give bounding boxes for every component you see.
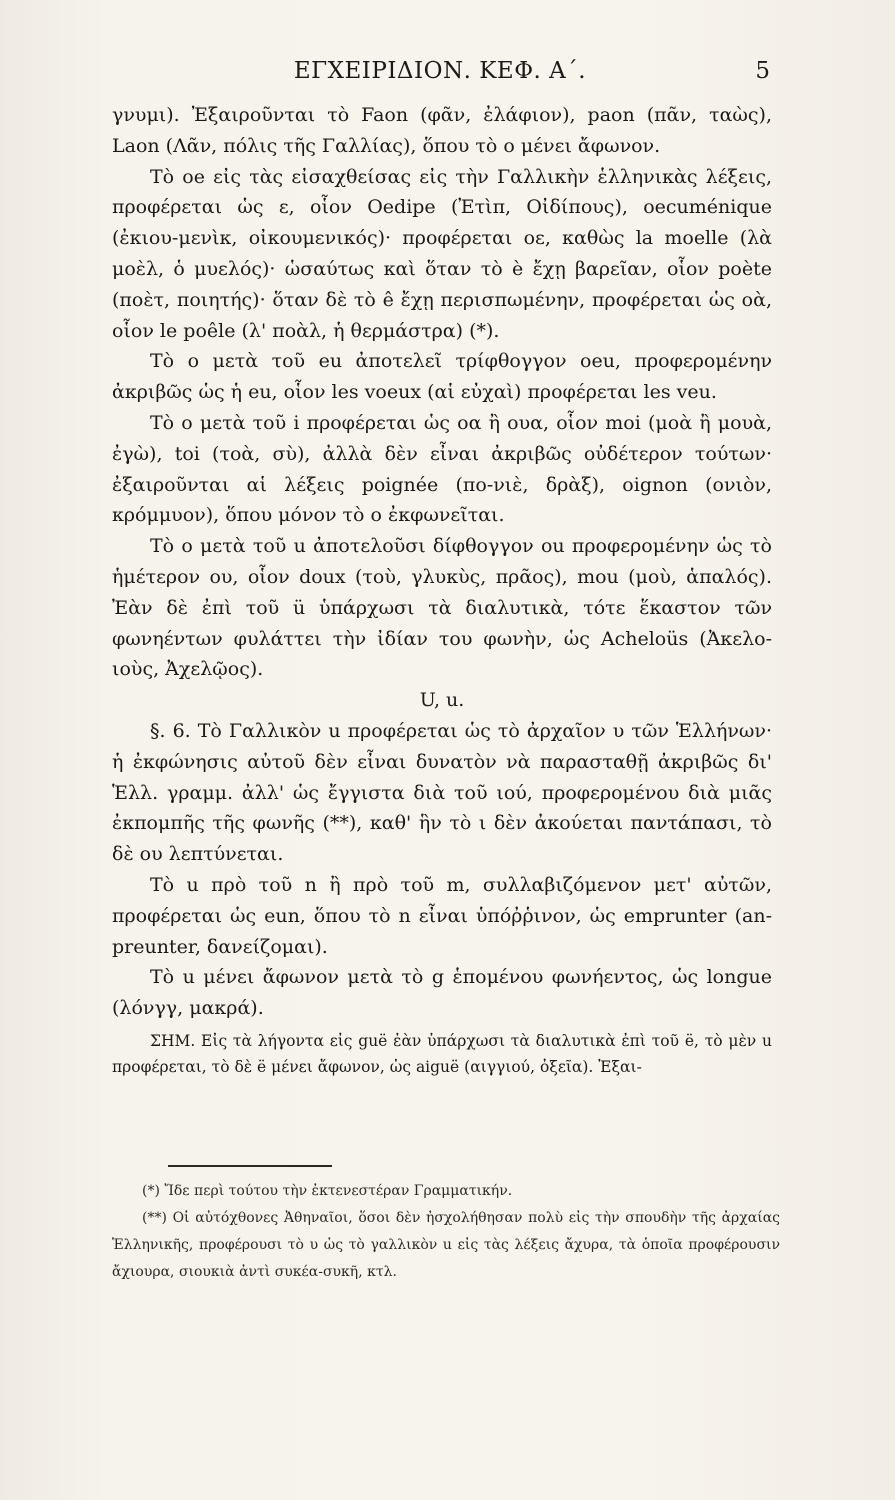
paragraph-u-before-n: Τὸ u πρὸ τοῦ n ἢ πρὸ τοῦ m, συλλαβιζόμενον μετ' αὐτῶν, προφέρεται ὡς eun, ὅπου τὸ n εἶναι ὑπόῤῥινον, ὡς emprunter (an-preunter, δανείζομαι). [112,873,772,958]
page-header [110,58,770,92]
paragraph-note: ΣΗΜ. Εἰς τὰ λήγοντα εἰς guë ἐὰν ὑπάρχωσι τὰ διαλυτικὰ ἐπὶ τοῦ ë, τὸ μὲν u προφέρεται, τὸ δὲ ë μένει ἄφωνον, ὡς aiguë (αιγγιού, ὀξεῖα). Ἐξαι- [112,1031,772,1076]
footnote-2: (**) Οἱ αὐτόχθονες Ἀθηναῖοι, ὅσοι δὲν ἠσχολήθησαν πολὺ εἰς τὴν σπουδὴν τῆς ἀρχαίας Ἑλληνικῆς, προφέρουσι τὸ υ ὡς τὸ γαλλικὸν u εἰς τὰς λέξεις ἄχυρα, τὰ ὁποῖα προφέρουσιν ἄχιουρα, σιουκιὰ ἀντὶ συκέα-συκῆ, κτλ. [112,1210,780,1280]
footnote-rule [168,1165,332,1167]
paragraph-oeu: Τὸ o μετὰ τοῦ eu ἀποτελεῖ τρίφθογγον oeu, προφερομένην ἀκριβῶς ὡς ἡ eu, οἷον les voeux (αἱ εὐχαὶ) προφέρεται les veu. [112,350,772,404]
main-text [112,100,772,1080]
running-title: ΕΓΧΕΙΡΙΔΙΟΝ. ΚΕΦ. Α΄. [293,58,587,84]
paragraph-u-after-g: Τὸ u μένει ἄφωνον μετὰ τὸ g ἑπομένου φωνήεντος, ὡς longue (λόνγγ, μακρά). [112,966,772,1020]
section-heading-u: U, u. [419,689,465,712]
paragraph-ou: Τὸ o μετὰ τοῦ u ἀποτελοῦσι δίφθογγον ou προφερομένην ὡς τὸ ἡμέτερον ου, οἷον doux (τοὺ, γλυκὺς, πρᾶος), mou (μοὺ, ἁπαλός). Ἐὰν δὲ ἐπὶ τοῦ ü ὑπάρχωσι τὰ διαλυτικὰ, τότε ἕκαστον τῶν φωνηέντων φυλάττει τὴν ἰδίαν του φωνὴν, ὡς Acheloüs (Ἀκελο-ιοὺς, Ἀχελῷος). [112,535,772,681]
paragraph-oi: Τὸ o μετὰ τοῦ i προφέρεται ὡς οα ἢ ουα, οἷον moi (μοὰ ἢ μουὰ, ἐγὼ), toi (τοὰ, σὺ), ἀλλὰ δὲν εἶναι ἀκριβῶς οὐδέτερον τούτων· ἐξαιροῦνται αἱ λέξεις poignée (πο-νιὲ, δρὰξ), oignon (ονιὸν, κρόμμυον), ὅπου μόνον τὸ o ἐκφωνεῖται. [112,411,772,527]
paragraph-oe: Τὸ oe εἰς τὰς εἰσαχθείσας εἰς τὴν Γαλλικὴν ἑλληνικὰς λέξεις, προφέρεται ὡς ε, οἷον Oedipe (Ἐτὶπ, Οἰδίπους), oecuménique (ἐκιου-μενὶκ, οἰκουμενικός)· προφέρεται οε, καθὼς la moelle (λὰ μοὲλ, ὁ μυελός)· ὡσαύτως καὶ ὅταν τὸ è ἔχῃ βαρεῖαν, οἷον poète (ποὲτ, ποιητής)· ὅταν δὲ τὸ ê ἔχῃ περισπωμένην, προφέρεται ὡς οὰ, οἷον le poêle (λ' ποὰλ, ἡ θερμάστρα) (*). [112,165,772,342]
paragraph-section-6: §. 6. Τὸ Γαλλικὸν u προφέρεται ὡς τὸ ἀρχαῖον υ τῶν Ἑλλήνων· ἡ ἐκφώνησις αὐτοῦ δὲν εἶναι δυνατὸν νὰ παρασταθῇ ἀκριβῶς δι' Ἑλλ. γραμμ. ἀλλ' ὡς ἔγγιστα διὰ τοῦ ιού, προφερομένου διὰ μιᾶς ἐκπομπῆς τῆς φωνῆς (**), καθ' ἣν τὸ ι δὲν ἀκούεται παντάπασι, τὸ δὲ ου λεπτύνεται. [112,719,772,866]
footnotes [112,1178,780,1286]
page-number: 5 [755,58,770,84]
paragraph-continued: γνυμι). Ἐξαιροῦνται τὸ Faon (φᾶν, ἐλάφιον), paon (πᾶν, ταὼς), Laon (Λᾶν, πόλις τῆς Γαλλίας), ὅπου τὸ o μένει ἄφωνον. [112,104,772,157]
footnote-1: (*) Ἴδε περὶ τούτου τὴν ἐκτενεστέραν Γραμματικήν. [142,1183,513,1199]
